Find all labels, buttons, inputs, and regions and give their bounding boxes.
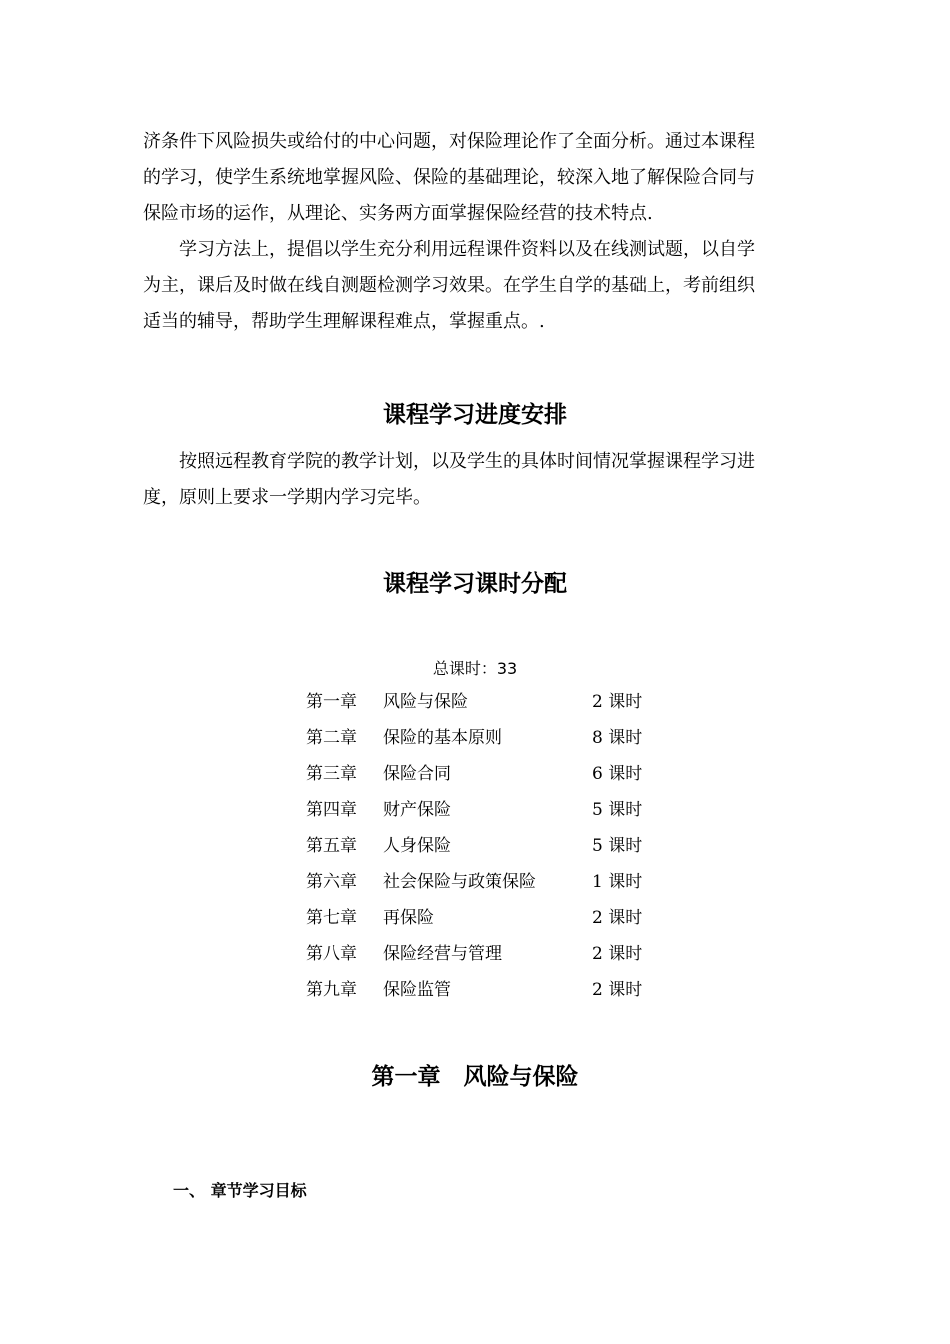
chapter-hours: 5 课时 [592,836,643,856]
intro-line: 适当的辅导，帮助学生理解课程难点，掌握重点。. [143,311,545,332]
chapter-number: 第五章 [306,836,357,856]
schedule-row [306,936,666,972]
chapter-title: 保险经营与管理 [383,944,502,964]
intro-line: 为主，课后及时做在线自测题检测学习效果。在学生自学的基础上，考前组织 [143,275,755,296]
intro-paragraph [143,124,807,340]
chapter-title: 社会保险与政策保险 [383,872,536,892]
total-hours: 总课时：33 [432,659,518,678]
hours-schedule [306,684,666,1008]
schedule-row [306,792,666,828]
chapter-number: 第二章 [306,728,357,748]
chapter-hours: 2 课时 [592,980,643,1000]
chapter-title: 再保险 [383,908,434,928]
chapter-number: 第三章 [306,764,357,784]
chapter-number: 第六章 [306,872,357,892]
chapter-hours: 6 课时 [592,764,643,784]
chapter-number: 第七章 [306,908,357,928]
chapter-hours: 1 课时 [592,872,643,892]
chapter-hours: 5 课时 [592,800,643,820]
schedule-row [306,900,666,936]
chapter-number: 第四章 [306,800,357,820]
intro-line: 济条件下风险损失或给付的中心问题，对保险理论作了全面分析。通过本课程 [143,131,755,152]
intro-line: 的学习，使学生系统地掌握风险、保险的基础理论，较深入地了解保险合同与 [143,167,755,188]
chapter-number: 第九章 [306,980,357,1000]
allocation-heading: 课程学习课时分配 [383,571,567,597]
section-heading: 一、 章节学习目标 [173,1181,307,1200]
chapter-number: 第八章 [306,944,357,964]
progress-line: 按照远程教育学院的教学计划，以及学生的具体时间情况掌握课程学习进 [179,451,755,472]
schedule-row [306,756,666,792]
progress-heading: 课程学习进度安排 [383,402,567,428]
chapter-number: 第一章 [306,692,357,712]
chapter-title: 风险与保险 [383,692,468,712]
progress-paragraph [143,444,807,516]
chapter-title: 保险的基本原则 [383,728,502,748]
schedule-row [306,720,666,756]
chapter-hours: 2 课时 [592,944,643,964]
chapter-hours: 8 课时 [592,728,643,748]
chapter-hours: 2 课时 [592,908,643,928]
chapter-hours: 2 课时 [592,692,643,712]
chapter-title: 保险监管 [383,980,451,1000]
chapter1-heading: 第一章 风险与保险 [371,1064,579,1090]
chapter-title: 保险合同 [383,764,451,784]
schedule-row [306,684,666,720]
progress-line: 度，原则上要求一学期内学习完毕。 [143,487,431,508]
intro-line: 保险市场的运作，从理论、实务两方面掌握保险经营的技术特点. [143,203,653,224]
intro-line: 学习方法上，提倡以学生充分利用远程课件资料以及在线测试题，以自学 [179,239,755,260]
chapter-title: 财产保险 [383,800,451,820]
schedule-row [306,864,666,900]
chapter-title: 人身保险 [383,836,451,856]
schedule-row [306,828,666,864]
schedule-row [306,972,666,1008]
